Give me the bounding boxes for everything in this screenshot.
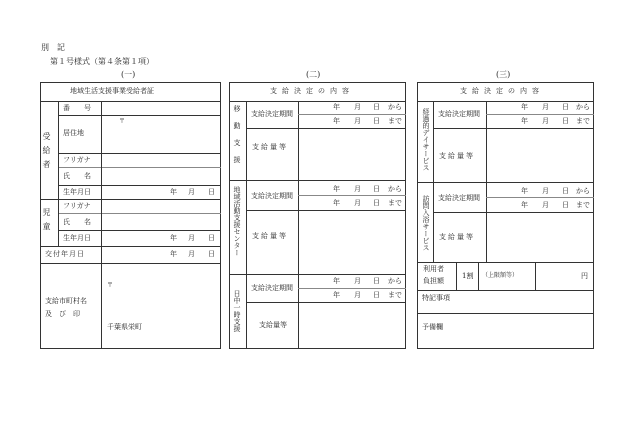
child-dob-label: 生年月日 <box>63 234 91 242</box>
mobility-period-label: 支給決定期間 <box>251 110 293 118</box>
furigana-label: フリガナ <box>63 156 91 164</box>
copay-label-user: 利用者 <box>423 265 444 273</box>
dob-month: 月 <box>188 188 195 196</box>
day-service-period-label: 支給決定期間 <box>438 110 480 118</box>
copay-limit-label: （上限額等） <box>482 272 519 279</box>
dob-year: 年 <box>170 188 177 196</box>
name-label: 氏 名 <box>63 172 91 180</box>
community-period-label: 支給決定期間 <box>251 192 293 200</box>
dob-label: 生年月日 <box>63 188 91 196</box>
address-label: 居住地 <box>63 129 84 137</box>
mobility-amount-label: 支給量等 <box>252 143 288 151</box>
child-furigana-label: フリガナ <box>63 202 91 210</box>
community-amount-label: 支給量等 <box>252 232 288 240</box>
day-service-label: 経過的デイサービス <box>422 108 430 171</box>
copay-label-amount: 負担額 <box>423 277 444 285</box>
municipality-label: 支給市町村名 <box>45 297 87 305</box>
day-service-amount-label: 支給量等 <box>439 152 475 160</box>
child-dob-year: 年 <box>170 234 177 242</box>
child-name-label: 氏 名 <box>63 218 91 226</box>
copay-rate: 1割 <box>462 272 474 280</box>
panel2-title: 支給決定の内容 <box>270 87 354 95</box>
address-postal-mark: 〒 <box>119 118 126 125</box>
issue-month: 月 <box>188 250 195 258</box>
daytime-support-label: 日中一時支援 <box>233 290 241 332</box>
panel3-title: 支給決定の内容 <box>460 87 544 95</box>
daytime-amount-label: 支給量等 <box>259 321 287 329</box>
issue-day: 日 <box>208 250 215 258</box>
panel2-frame <box>229 101 406 349</box>
bathing-period-label: 支給決定期間 <box>438 194 480 202</box>
child-dob-month: 月 <box>188 234 195 242</box>
column-label-3: (三) <box>496 70 511 79</box>
municipality-name: 千葉県栄町 <box>107 323 142 331</box>
dob-day: 日 <box>208 188 215 196</box>
appendix-label: 別 記 <box>41 43 65 52</box>
panel1-title: 地域生活支援事業受給者証 <box>70 87 154 95</box>
issue-date-label: 交付年月日 <box>45 250 85 258</box>
municipality-postal-mark: 〒 <box>107 282 114 289</box>
form-title: 第１号様式（第４条第１項） <box>50 57 154 66</box>
child-dob-day: 日 <box>208 234 215 242</box>
number-label: 番 号 <box>63 104 91 112</box>
column-label-2: (二) <box>306 70 321 79</box>
mobility-support-label: 移動支援 <box>233 105 241 173</box>
issue-year: 年 <box>170 250 177 258</box>
bathing-amount-label: 支給量等 <box>439 233 475 241</box>
column-label-1: (一) <box>121 70 136 79</box>
municipality-seal-label: 及 び 印 <box>45 310 80 318</box>
daytime-period-label: 支給決定期間 <box>251 284 293 292</box>
recipient-label: 受給者 <box>42 132 51 174</box>
community-center-label: 地域活動支援センター <box>233 186 241 256</box>
child-label: 児童 <box>42 208 51 236</box>
special-notes-label: 特記事項 <box>422 294 450 302</box>
panel3-frame <box>417 101 594 349</box>
reserve-label: 予備欄 <box>422 323 443 331</box>
copay-unit: 円 <box>581 272 588 280</box>
bathing-service-label: 訪問入浴サービス <box>422 195 430 251</box>
